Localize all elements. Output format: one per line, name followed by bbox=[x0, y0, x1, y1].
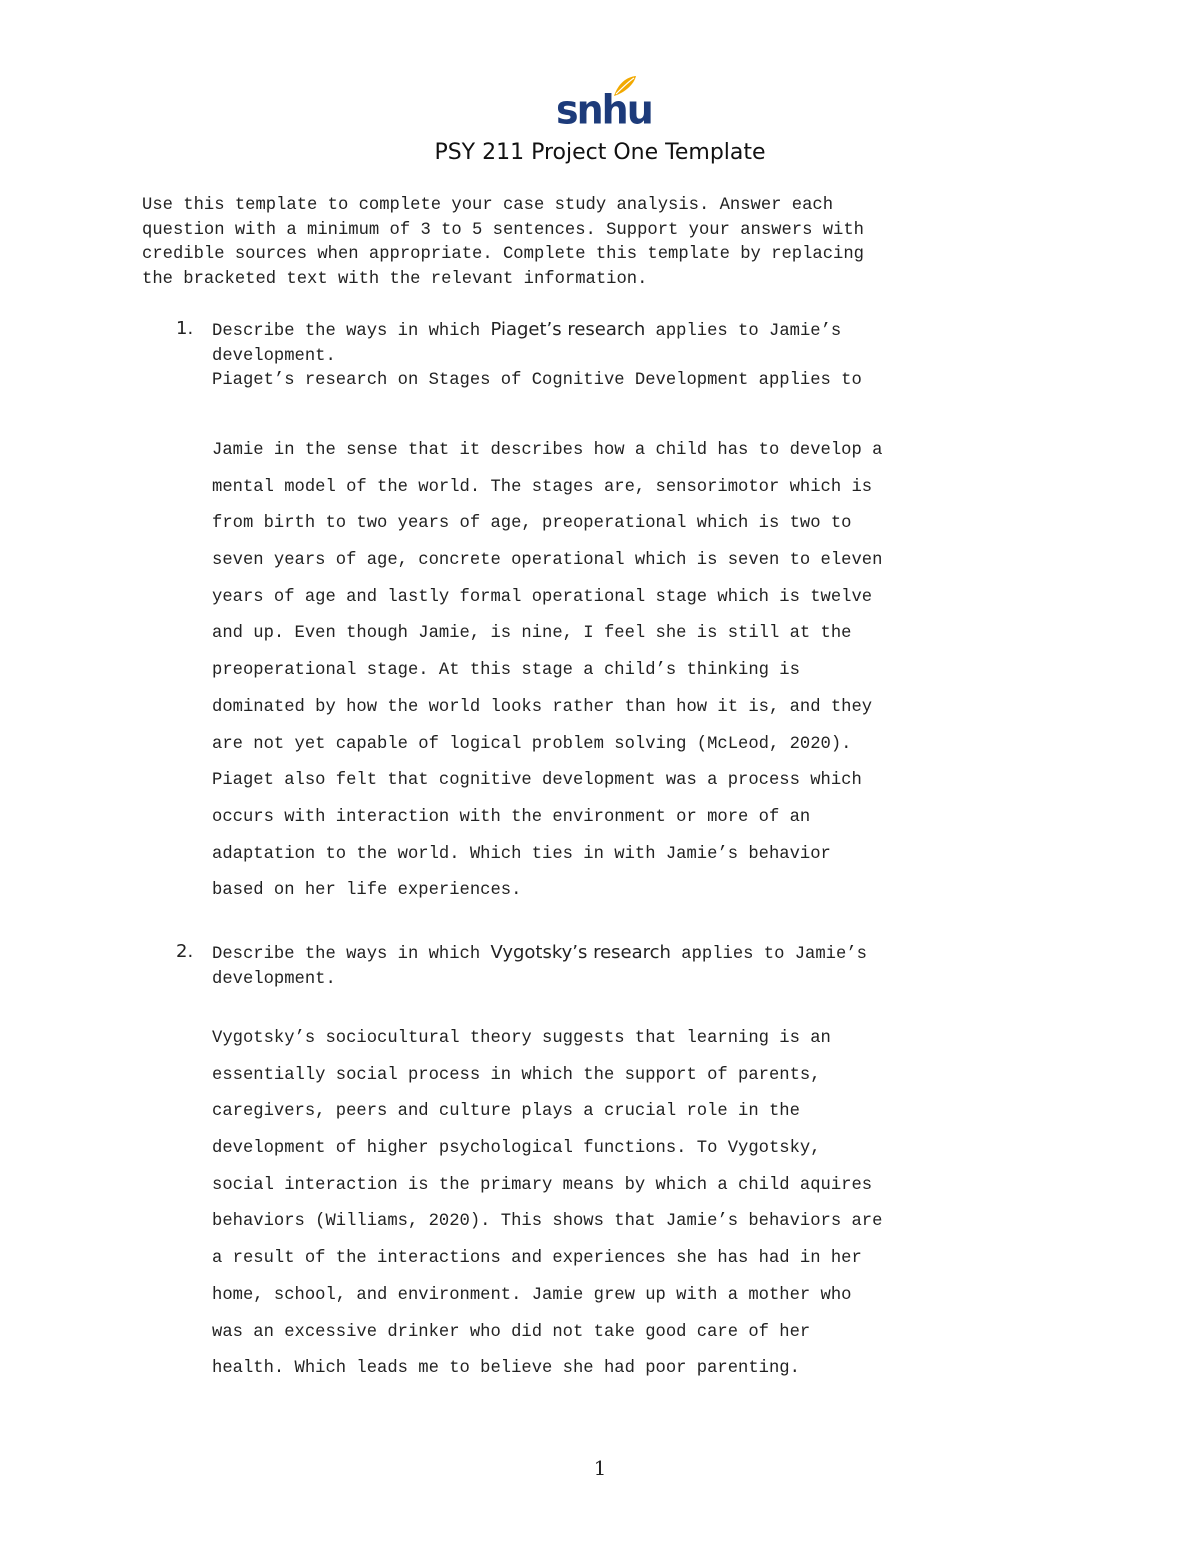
answer-line: development of higher psychological functions. To Vygotsky, bbox=[212, 1139, 821, 1159]
question-2-suffix: applies to Jamie’s bbox=[670, 945, 867, 964]
answer-line: home, school, and environment. Jamie grew up with a mother who bbox=[212, 1285, 852, 1305]
answer-line: occurs with interaction with the environment or more of an bbox=[212, 807, 811, 827]
answer-line: adaptation to the world. Which ties in with Jamie’s behavior bbox=[212, 844, 831, 864]
answer-line: seven years of age, concrete operational which is seven to eleven bbox=[212, 551, 883, 571]
question-1-line2: development. bbox=[212, 346, 336, 366]
answer-line: and up. Even though Jamie, is nine, I feel she is still at the bbox=[212, 624, 852, 644]
answer-line: health. Which leads me to believe she had poor parenting. bbox=[212, 1359, 800, 1379]
answer-line: was an excessive drinker who did not take good care of her bbox=[212, 1322, 811, 1342]
question-1-prefix: Describe the ways in which bbox=[212, 322, 491, 341]
question-1-answer-intro: Piaget’s research on Stages of Cognitive Development applies to bbox=[212, 371, 862, 390]
answer-line: are not yet capable of logical problem solving (McLeod, 2020). bbox=[212, 734, 852, 754]
answer-line: social interaction is the primary means by which a child aquires bbox=[212, 1175, 873, 1195]
page-title: PSY 211 Project One Template bbox=[434, 140, 766, 165]
question-1-number: 1. bbox=[176, 318, 194, 339]
question-1-answer bbox=[212, 433, 1092, 910]
answer-line: based on her life experiences. bbox=[212, 881, 522, 901]
answer-line: preoperational stage. At this stage a child’s thinking is bbox=[212, 661, 800, 681]
answer-line: years of age and lastly formal operational stage which is twelve bbox=[212, 587, 873, 607]
answer-line: behaviors (Williams, 2020). This shows that Jamie’s behaviors are bbox=[212, 1212, 883, 1232]
answer-line: caregivers, peers and culture plays a crucial role in the bbox=[212, 1102, 800, 1122]
question-2-answer bbox=[212, 1021, 1092, 1388]
answer-line: essentially social process in which the support of parents, bbox=[212, 1065, 821, 1085]
answer-line: mental model of the world. The stages are, sensorimotor which is bbox=[212, 477, 873, 497]
question-2-highlight: Vygotsky’s research bbox=[490, 942, 671, 963]
question-2-prefix: Describe the ways in which bbox=[212, 945, 491, 964]
question-2-number: 2. bbox=[176, 941, 194, 962]
answer-line: Piaget also felt that cognitive development was a process which bbox=[212, 771, 862, 791]
answer-line: Vygotsky’s sociocultural theory suggests that learning is an bbox=[212, 1029, 831, 1048]
logo-wordmark: snhu bbox=[556, 86, 652, 134]
answer-line: from birth to two years of age, preoperational which is two to bbox=[212, 514, 852, 534]
question-2-line2: development. bbox=[212, 969, 336, 989]
page-number: 1 bbox=[593, 1456, 607, 1480]
answer-line: dominated by how the world looks rather than how it is, and they bbox=[212, 697, 873, 717]
question-1-highlight: Piaget’s research bbox=[490, 319, 646, 340]
answer-line: Jamie in the sense that it describes how a child has to develop a bbox=[212, 441, 883, 460]
question-2 bbox=[212, 941, 1072, 992]
answer-line: a result of the interactions and experiences she has had in her bbox=[212, 1249, 862, 1269]
intro-paragraph: Use this template to complete your case study analysis. Answer each question with a minimum of 3 to 5 sentences. Support your answers with credible sources when appropriate. Complete this template by replacing the bracketed text with the relevant information. bbox=[142, 196, 864, 289]
question-1 bbox=[212, 318, 1072, 394]
question-1-suffix: applies to Jamie’s bbox=[645, 322, 842, 341]
